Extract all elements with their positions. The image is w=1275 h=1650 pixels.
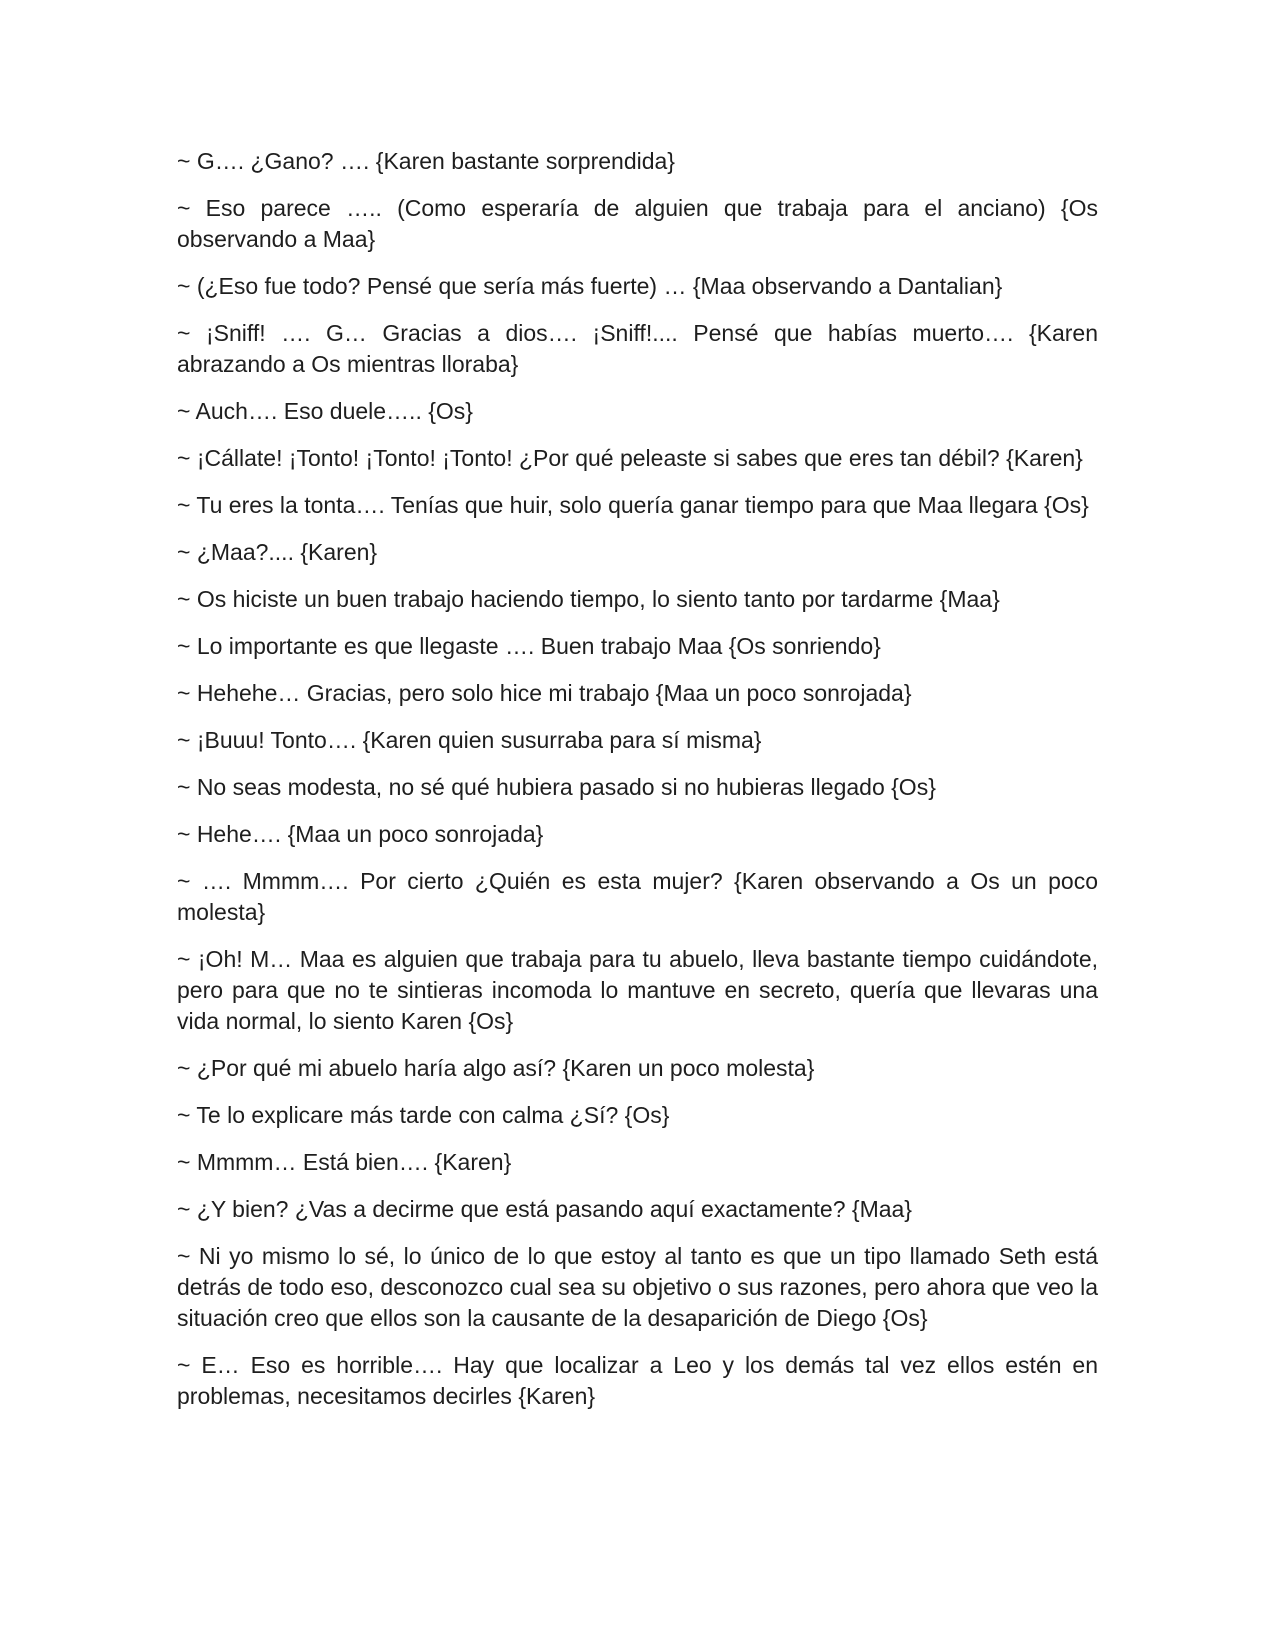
- dialogue-line-10: ~ Lo importante es que llegaste …. Buen trabajo Maa {Os sonriendo}: [177, 633, 881, 659]
- dialogue-line-2: ~ Eso parece ….. (Como esperaría de alguien que trabaja para el anciano) {Os observando a Maa}: [177, 195, 1098, 252]
- dialogue-line-1: ~ G…. ¿Gano? …. {Karen bastante sorprendida}: [177, 148, 675, 174]
- dialogue-line-21: ~ Ni yo mismo lo sé, lo único de lo que estoy al tanto es que un tipo llamado Seth está detrás de todo eso, desconozco cual sea su objetivo o sus razones, pero ahora que veo la situación creo que ellos son la causante de la desaparición de Diego {Os}: [177, 1243, 1098, 1331]
- dialogue-line-5: ~ Auch…. Eso duele….. {Os}: [177, 398, 473, 424]
- dialogue-line-20: ~ ¿Y bien? ¿Vas a decirme que está pasando aquí exactamente? {Maa}: [177, 1196, 912, 1222]
- dialogue-line-3: ~ (¿Eso fue todo? Pensé que sería más fuerte) … {Maa observando a Dantalian}: [177, 273, 1003, 299]
- dialogue-line-6: ~ ¡Cállate! ¡Tonto! ¡Tonto! ¡Tonto! ¿Por qué peleaste si sabes que eres tan débil? {Karen}: [177, 445, 1083, 471]
- document-page: [177, 146, 1098, 1428]
- dialogue-line-13: ~ No seas modesta, no sé qué hubiera pasado si no hubieras llegado {Os}: [177, 774, 936, 800]
- dialogue-line-15: ~ …. Mmmm…. Por cierto ¿Quién es esta mujer? {Karen observando a Os un poco molesta}: [177, 868, 1098, 925]
- dialogue-line-19: ~ Mmmm… Está bien…. {Karen}: [177, 1149, 512, 1175]
- dialogue-line-16: ~ ¡Oh! M… Maa es alguien que trabaja para tu abuelo, lleva bastante tiempo cuidándote, pero para que no te sintieras incomoda lo mantuve en secreto, quería que llevaras una vida normal, lo siento Karen {Os}: [177, 946, 1098, 1034]
- dialogue-line-17: ~ ¿Por qué mi abuelo haría algo así? {Karen un poco molesta}: [177, 1055, 815, 1081]
- dialogue-line-14: ~ Hehe…. {Maa un poco sonrojada}: [177, 821, 544, 847]
- dialogue-line-18: ~ Te lo explicare más tarde con calma ¿Sí? {Os}: [177, 1102, 670, 1128]
- dialogue-line-7: ~ Tu eres la tonta…. Tenías que huir, solo quería ganar tiempo para que Maa llegara {Os}: [177, 492, 1089, 518]
- dialogue-line-22: ~ E… Eso es horrible…. Hay que localizar a Leo y los demás tal vez ellos estén en problemas, necesitamos decirles {Karen}: [177, 1352, 1098, 1409]
- dialogue-line-8: ~ ¿Maa?.... {Karen}: [177, 539, 378, 565]
- dialogue-line-4: ~ ¡Sniff! …. G… Gracias a dios…. ¡Sniff!.... Pensé que habías muerto…. {Karen abrazando a Os mientras lloraba}: [177, 320, 1098, 377]
- dialogue-line-12: ~ ¡Buuu! Tonto…. {Karen quien susurraba para sí misma}: [177, 727, 762, 753]
- dialogue-line-9: ~ Os hiciste un buen trabajo haciendo tiempo, lo siento tanto por tardarme {Maa}: [177, 586, 1000, 612]
- dialogue-line-11: ~ Hehehe… Gracias, pero solo hice mi trabajo {Maa un poco sonrojada}: [177, 680, 912, 706]
